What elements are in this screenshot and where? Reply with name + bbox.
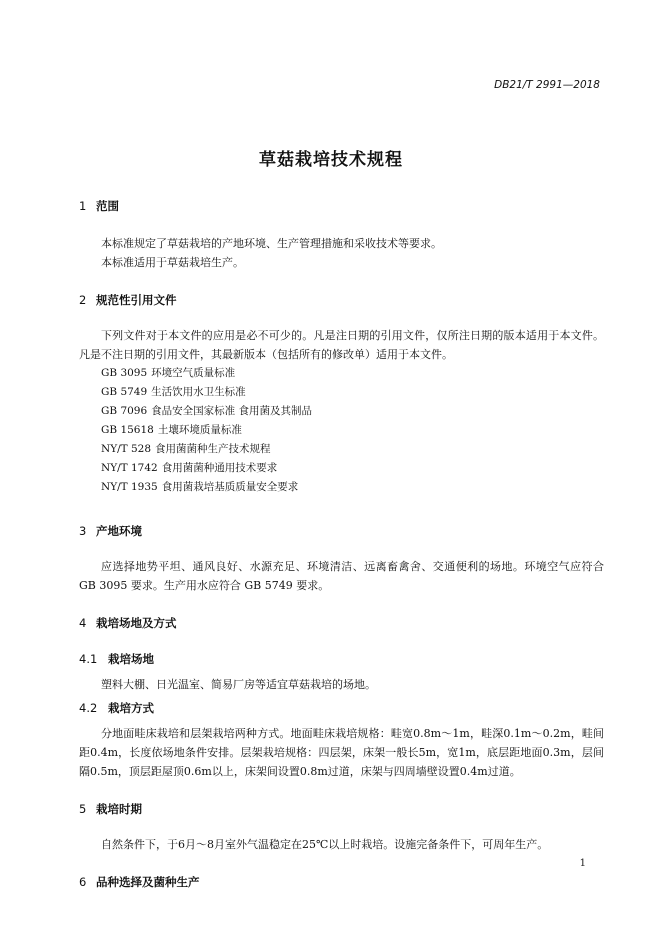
reference-item (79, 478, 604, 497)
section-title: 栽培场地及方式 (96, 616, 177, 630)
reference-item (79, 364, 604, 383)
reference-name: 食用菌菌种生产技术规程 (155, 443, 271, 455)
reference-code: NY/T 1742 (101, 462, 158, 474)
section-3-heading (79, 523, 604, 539)
reference-name: 生活饮用水卫生标准 (151, 386, 246, 398)
section-4-heading (79, 615, 604, 631)
section-number: 3 (79, 524, 87, 538)
section-number: 4 (79, 616, 87, 630)
section-1-paragraph-2: 本标准适用于草菇栽培生产。 (101, 256, 244, 269)
subsection-title: 栽培方式 (108, 701, 154, 715)
reference-code: GB 7096 (101, 405, 148, 417)
section-number: 2 (79, 293, 87, 307)
reference-code: NY/T 1935 (101, 481, 158, 493)
reference-code: GB 3095 (101, 367, 148, 379)
section-6-heading (79, 874, 604, 890)
reference-name: 食品安全国家标准 食用菌及其制品 (151, 405, 313, 417)
section-number: 1 (79, 199, 87, 213)
reference-item (79, 459, 604, 478)
reference-name: 食用菌菌种通用技术要求 (161, 462, 278, 474)
section-3-paragraph: 应选择地势平坦、通风良好、水源充足、环境清洁、远离畜禽舍、交通便利的场地。环境空气应符合 GB 3095 要求。生产用水应符合 GB 5749 要求。 (79, 560, 604, 592)
reference-item (79, 421, 604, 440)
page-number: 1 (579, 858, 586, 869)
document-title: 草菇栽培技术规程 (259, 150, 403, 170)
reference-name: 土壤环境质量标准 (157, 424, 242, 436)
section-title: 范围 (96, 199, 119, 213)
reference-list (79, 364, 604, 497)
subsection-4-2-heading (79, 700, 604, 716)
reference-item (79, 402, 604, 421)
section-2-intro: 下列文件对于本文件的应用是必不可少的。凡是注日期的引用文件，仅所注日期的版本适用于本文件。凡是不注日期的引用文件，其最新版本（包括所有的修改单）适用于本文件。 (79, 329, 604, 361)
section-title: 产地环境 (96, 524, 142, 538)
reference-item (79, 440, 604, 459)
standard-code: DB21/T 2991—2018 (494, 79, 600, 91)
reference-name: 食用菌栽培基质质量安全要求 (161, 481, 299, 493)
reference-code: NY/T 528 (101, 443, 152, 455)
subsection-number: 4.1 (79, 652, 98, 666)
section-1-heading (79, 198, 604, 214)
subsection-4-1-paragraph: 塑料大棚、日光温室、简易厂房等适宜草菇栽培的场地。 (101, 678, 376, 691)
reference-name: 环境空气质量标准 (151, 367, 236, 379)
section-5-paragraph: 自然条件下，于6月～8月室外气温稳定在25℃以上时栽培。设施完备条件下，可周年生产。 (101, 838, 549, 851)
subsection-number: 4.2 (79, 701, 98, 715)
reference-item (79, 383, 604, 402)
subsection-title: 栽培场地 (108, 652, 154, 666)
reference-code: GB 5749 (101, 386, 148, 398)
section-1-paragraph-1: 本标准规定了草菇栽培的产地环境、生产管理措施和采收技术等要求。 (101, 237, 442, 250)
subsection-4-2-paragraph: 分地面畦床栽培和层架栽培两种方式。地面畦床栽培规格：畦宽0.8m～1m，畦深0.1m～0.2m，畦间距0.4m，长度依场地条件安排。层架栽培规格：四层架，床架一般长5m，宽1m，底层距地面0.3m，层间隔0.5m，顶层距屋顶0.6m以上，床架间设置0.8m过道，床架与四周墙壁设置0.4m过道。 (79, 727, 604, 778)
section-2-heading (79, 292, 604, 308)
section-5-heading (79, 801, 604, 817)
reference-code: GB 15618 (101, 424, 154, 436)
section-number: 6 (79, 875, 87, 889)
subsection-4-1-heading (79, 651, 604, 667)
section-title: 规范性引用文件 (96, 293, 177, 307)
document-body (79, 198, 604, 890)
section-title: 栽培时期 (96, 802, 142, 816)
section-title: 品种选择及菌种生产 (96, 875, 200, 889)
section-number: 5 (79, 802, 87, 816)
